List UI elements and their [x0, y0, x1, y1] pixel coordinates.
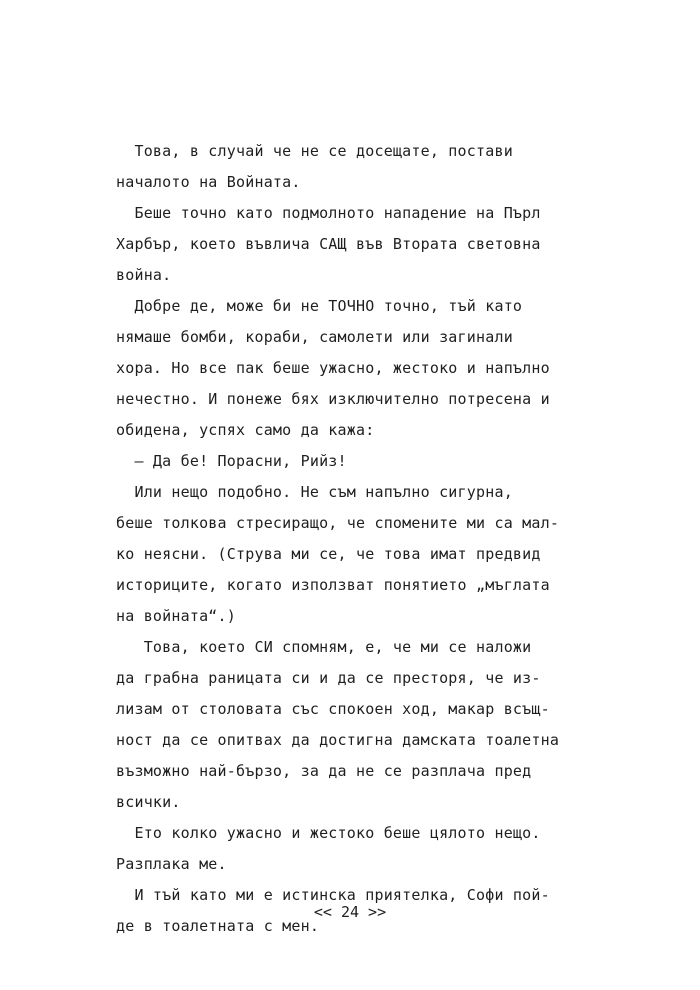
text-line: Беше точно като подмолното нападение на Пърл — [116, 204, 541, 222]
text-line: война. — [116, 266, 172, 284]
page-text — [116, 136, 596, 942]
text-line: лизам от столовата със спокоен ход, макар всъщ- — [116, 700, 550, 718]
text-line: Това, в случай че не се досещате, постави — [116, 142, 513, 160]
text-line: началото на Войната. — [116, 173, 301, 191]
text-line: Разплака ме. — [116, 855, 227, 873]
text-line: всички. — [116, 793, 181, 811]
text-line: ко неясни. (Струва ми се, че това имат предвид — [116, 545, 541, 563]
text-line: обидена, успях само да кажа: — [116, 421, 375, 439]
text-line: И тъй като ми е истинска приятелка, Софи пой- — [116, 886, 550, 904]
text-line: да грабна раницата си и да се престоря, че из- — [116, 669, 541, 687]
text-line: нечестно. И понеже бях изключително потресена и — [116, 390, 550, 408]
text-line: Харбър, което въвлича САЩ във Втората световна — [116, 235, 541, 253]
text-line: на войната“.) — [116, 607, 236, 625]
text-line: Добре де, може би не ТОЧНО точно, тъй като — [116, 297, 523, 315]
text-line: историците, когато използват понятието „мъглата — [116, 576, 550, 594]
text-line: нямаше бомби, кораби, самолети или загинали — [116, 328, 513, 346]
text-line: хора. Но все пак беше ужасно, жестоко и напълно — [116, 359, 550, 377]
text-line: ност да се опитвах да достигна дамската тоалетна — [116, 731, 560, 749]
text-line: Това, което СИ спомням, е, че ми се наложи — [116, 638, 532, 656]
text-line: де в тоалетната с мен. — [116, 917, 320, 935]
page-number: << 24 >> — [313, 903, 387, 921]
text-line: Ето колко ужасно и жестоко беше цялото нещо. — [116, 824, 541, 842]
text-line: Или нещо подобно. Не съм напълно сигурна, — [116, 483, 513, 501]
text-line: — Да бе! Порасни, Рийз! — [116, 452, 347, 470]
text-line: възможно най-бързо, за да не се разплача пред — [116, 762, 532, 780]
text-line: беше толкова стресиращо, че спомените ми са мал- — [116, 514, 560, 532]
